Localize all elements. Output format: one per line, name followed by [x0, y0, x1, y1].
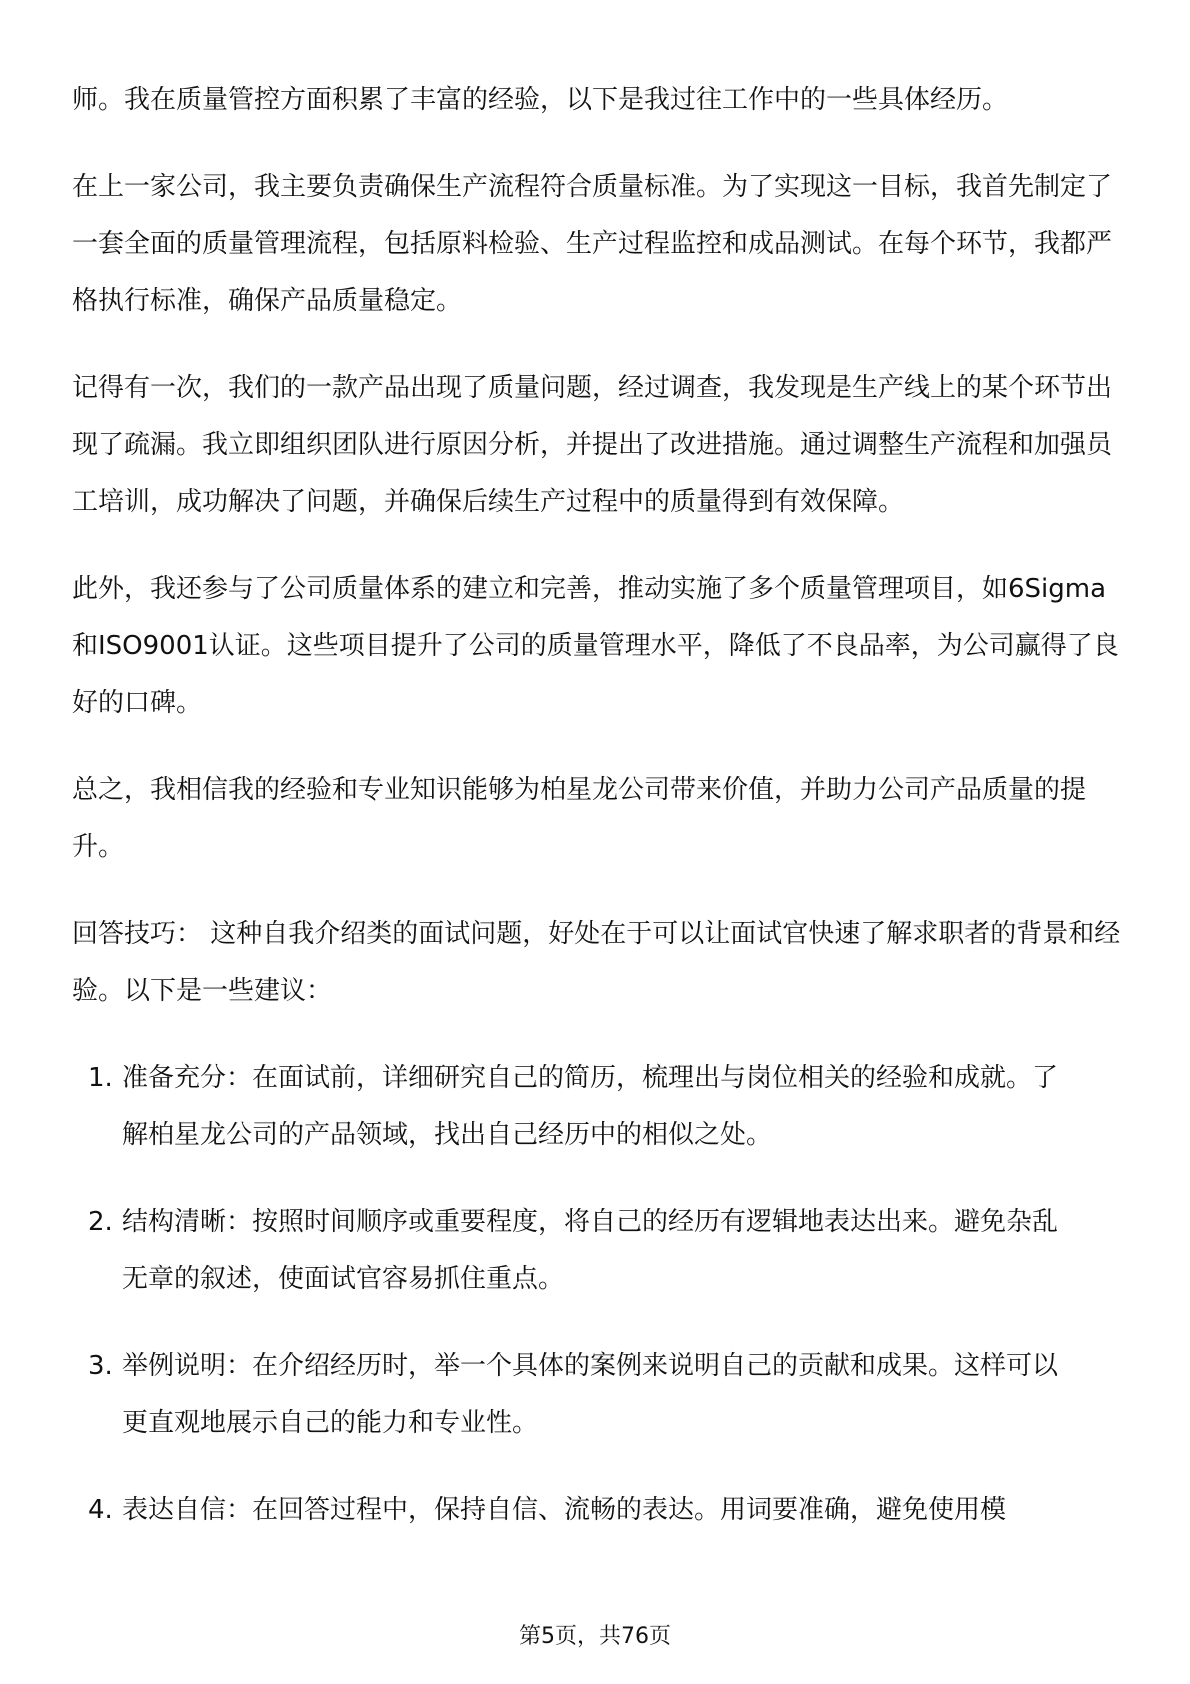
list-item-4 [72, 1482, 1122, 1539]
page-number-footer: 第5页，共76页 [519, 1624, 671, 1649]
list-item-2 [72, 1194, 1122, 1308]
paragraph-1: 师。我在质量管控方面积累了丰富的经验，以下是我过往工作中的一些具体经历。 [72, 85, 1009, 115]
list-text: 准备充分：在面试前，详细研究自己的简历，梳理出与岗位相关的经验和成就。了解柏星龙公司的产品领域，找出自己经历中的相似之处。 [122, 1063, 1059, 1150]
list-item-3 [72, 1338, 1122, 1452]
list-number: 2. [88, 1207, 113, 1237]
paragraph-4: 此外，我还参与了公司质量体系的建立和完善，推动实施了多个质量管理项目，如6Sigma和ISO9001认证。这些项目提升了公司的质量管理水平，降低了不良品率，为公司赢得了良好的口碑。 [72, 574, 1119, 718]
paragraph-3: 记得有一次，我们的一款产品出现了质量问题，经过调查，我发现是生产线上的某个环节出现了疏漏。我立即组织团队进行原因分析，并提出了改进措施。通过调整生产流程和加强员工培训，成功解决了问题，并确保后续生产过程中的质量得到有效保障。 [72, 373, 1113, 517]
paragraph-6-answer-tips: 回答技巧： 这种自我介绍类的面试问题，好处在于可以让面试官快速了解求职者的背景和经验。以下是一些建议： [72, 919, 1121, 1006]
list-number: 3. [88, 1351, 113, 1381]
list-number: 1. [88, 1063, 113, 1093]
list-text: 举例说明：在介绍经历时，举一个具体的案例来说明自己的贡献和成果。这样可以更直观地展示自己的能力和专业性。 [122, 1351, 1059, 1438]
list-text: 结构清晰：按照时间顺序或重要程度，将自己的经历有逻辑地表达出来。避免杂乱无章的叙述，使面试官容易抓住重点。 [122, 1207, 1059, 1294]
paragraph-2: 在上一家公司，我主要负责确保生产流程符合质量标准。为了实现这一目标，我首先制定了一套全面的质量管理流程，包括原料检验、生产过程监控和成品测试。在每个环节，我都严格执行标准，确保产品质量稳定。 [72, 172, 1113, 316]
list-number: 4. [88, 1495, 113, 1525]
list-text: 表达自信：在回答过程中，保持自信、流畅的表达。用词要准确，避免使用模 [122, 1495, 1007, 1525]
document-body [72, 72, 1122, 1569]
paragraph-5: 总之，我相信我的经验和专业知识能够为柏星龙公司带来价值，并助力公司产品质量的提升。 [72, 775, 1087, 862]
list-item-1 [72, 1050, 1122, 1164]
